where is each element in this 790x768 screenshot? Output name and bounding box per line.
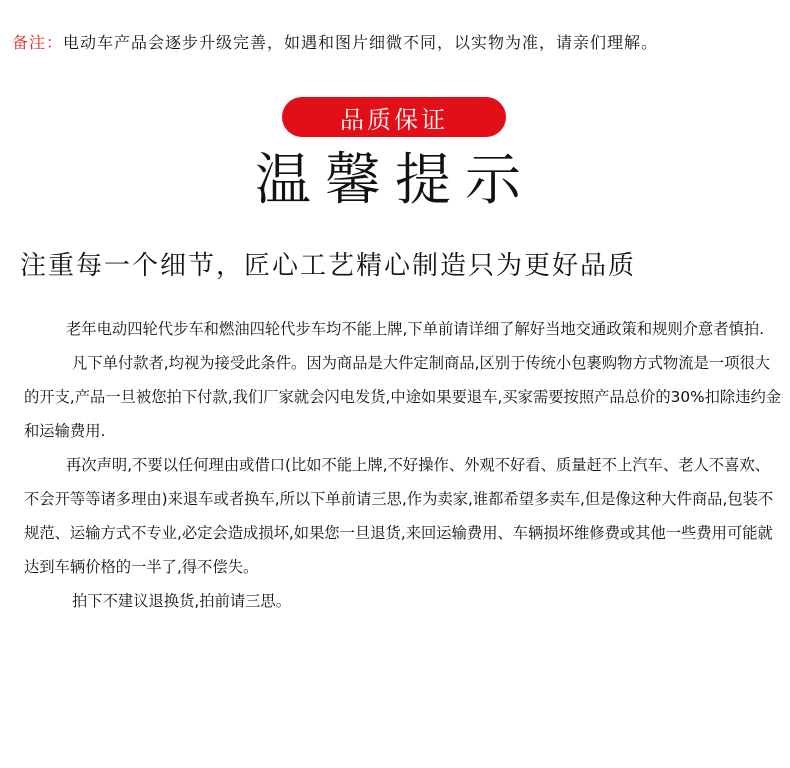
remark-note: [12, 32, 712, 54]
remark-text: 电动车产品会逐步升级完善，如遇和图片细微不同，以实物为准，请亲们理解。: [63, 33, 659, 52]
notice-paragraph: 再次声明,不要以任何理由或借口(比如不能上牌,不好操作、外观不好看、质量赶不上汽车、老人不喜欢、不会开等等诸多理由)来退车或者换车,所以下单前请三思,作为卖家,谁都希望多卖车,但是像这种大件商品,包装不规范、运输方式不专业,必定会造成损坏,如果您一旦退货,来回运输费用、车辆损坏维修费或其他一些费用可能就达到车辆价格的一半了,得不偿失。: [24, 456, 774, 576]
notice-body: [24, 312, 784, 618]
page-subtitle: 注重每一个细节，匠心工艺精心制造只为更好品质: [20, 251, 637, 281]
page-title: 温馨提示: [255, 148, 535, 213]
notice-paragraph: 老年电动四轮代步车和燃油四轮代步车均不能上牌,下单前请详细了解好当地交通政策和规则介意者慎拍.: [66, 320, 765, 338]
notice-paragraph: 凡下单付款者,均视为接受此条件。因为商品是大件定制商品,区别于传统小包裹购物方式物流是一项很大的开支,产品一旦被您拍下付款,我们厂家就会闪电发货,中途如果要退车,买家需要按照产品总价的30%扣除违约金和运输费用.: [24, 354, 782, 440]
notice-paragraph: 拍下不建议退换货,拍前请三思。: [72, 592, 292, 610]
quality-badge: [282, 97, 506, 137]
remark-label: 备注：: [12, 33, 64, 52]
quality-badge-text: 品质保证: [340, 105, 448, 134]
